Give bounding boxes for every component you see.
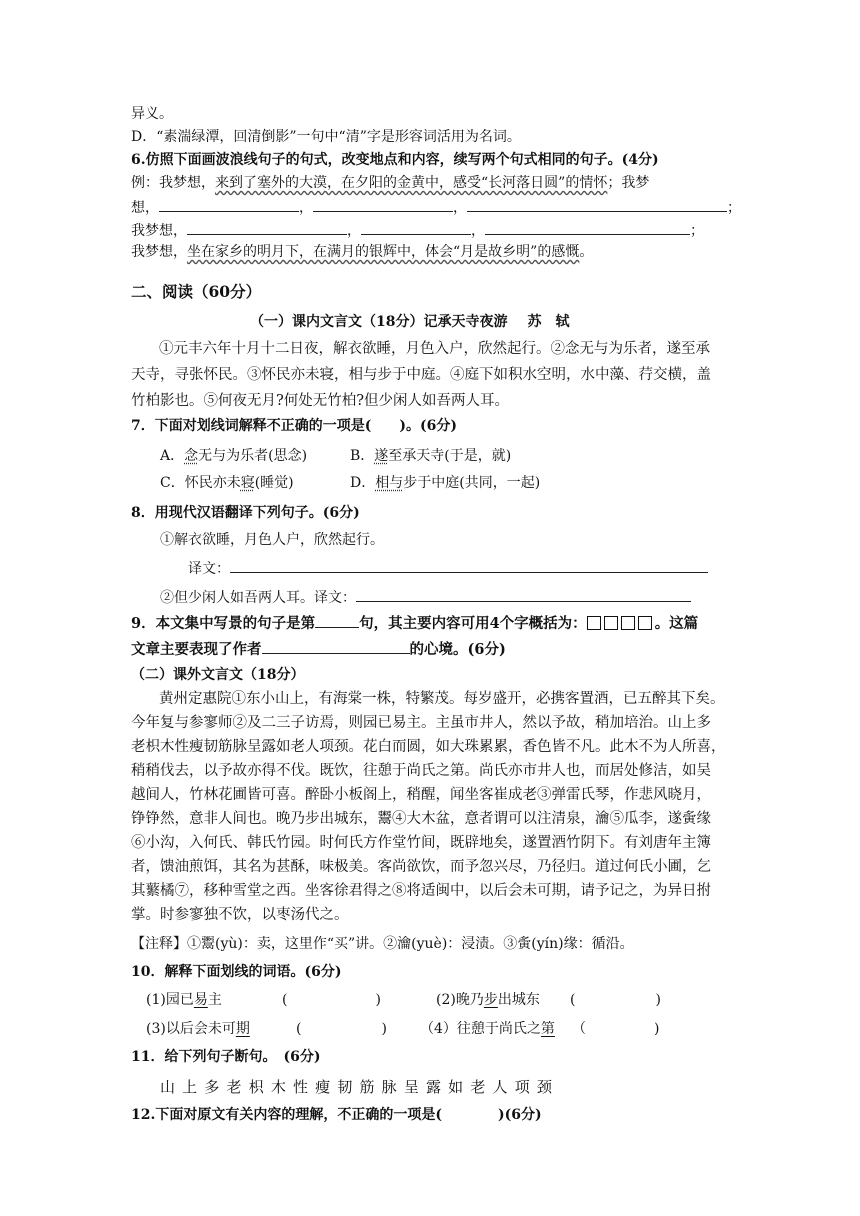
q6-answer-blank-4[interactable]	[187, 219, 347, 235]
passage-1-line-1: ①元丰六年十月十二日夜，解衣欲睡，月色入户，欣然起行。②念无与为乐者，遂至承	[159, 341, 710, 357]
q10-item-2	[436, 990, 540, 1010]
q6-answer-blank-5[interactable]	[361, 219, 471, 235]
q11-sentence: 山 上 多 老 枳 木 性 瘦 韧 筋 脉 呈 露 如 老 人 项 颈	[160, 1078, 554, 1096]
q6-semicolon: ；	[727, 200, 741, 216]
q6-answer-blank-3[interactable]	[467, 196, 727, 212]
passage-2-line-3: 老枳木性瘦韧筋脉呈露如老人项颈。花白而圆，如大珠累累，香色皆不凡。此木不为人所喜，	[131, 739, 726, 755]
q6-line-2	[131, 196, 741, 218]
q9-text-4: 文章主要表现了作者	[131, 641, 262, 658]
passage-2-heading: （二）课外文言文（18分）	[131, 667, 305, 683]
passage-2-line-7: ⑥小沟，入何氏、韩氏竹园。时何氏方作堂竹间，既辟地矣，遂置酒竹阴下。有刘唐年主簿	[131, 835, 711, 851]
q10-item-4	[420, 1019, 555, 1039]
q6-comma: ，	[453, 200, 467, 216]
q6-comma: ，	[299, 200, 313, 216]
q10-item-1-word: 易	[193, 992, 208, 1008]
q6-line3-lead: 我梦想，	[131, 223, 187, 239]
q6-comma: ，	[471, 223, 485, 239]
q9-text-1: 9．本文集中写景的句子是第	[131, 615, 316, 632]
q6-title: 6.仿照下面画波浪线句子的句式，改变地点和内容，续写两个句式相同的句子。(4分)	[131, 152, 659, 168]
q10-answer-3[interactable]	[296, 1019, 387, 1039]
q6-line4-lead: 我梦想，	[131, 244, 187, 260]
q7-a-text: 无与为乐者(思念)	[198, 448, 308, 464]
q7-d-text: 步于中庭(共同，一起)	[403, 475, 541, 491]
q9-char-box-2[interactable]	[604, 616, 618, 630]
q9-text-3: 。这篇	[654, 615, 699, 632]
q10-item-2-tail: 出城东	[497, 992, 540, 1008]
option-d-line: D．“素湍绿潭，回清倒影”一句中“清”字是形容词活用为名词。	[131, 129, 521, 145]
paren-right: )	[375, 992, 381, 1008]
q6-comma: ，	[347, 223, 361, 239]
q11-title: 11．给下列句子断句。 (6分)	[131, 1049, 321, 1065]
passage-2-line-9: 其蘩橘⑦，移种雪堂之西。坐客徐君得之⑧将适闽中，以后会未可期，请予记之，为异日拊	[131, 883, 711, 899]
q6-example-lead: 例：我梦想，	[131, 175, 215, 191]
q10-item-2-text: (2)晚乃	[436, 992, 484, 1008]
q6-line-3	[131, 219, 704, 241]
q7-d-word: 相与	[375, 475, 404, 491]
q9-line-1	[131, 612, 698, 634]
top-line-1: 异义。	[131, 106, 173, 122]
q7-c-text: (睡觉)	[254, 475, 294, 491]
q8-title: 8．用现代汉语翻译下列句子。(6分)	[131, 505, 360, 521]
paren-right: )	[381, 1021, 387, 1037]
q7-title: 7．下面对划线词解释不正确的一项是( )。(6分)	[131, 418, 457, 434]
q9-char-box-1[interactable]	[587, 616, 601, 630]
q10-item-3	[146, 1019, 250, 1039]
q6-answer-blank-6[interactable]	[485, 219, 690, 235]
paren-right: )	[655, 992, 661, 1008]
q10-item-3-word: 期	[235, 1021, 250, 1037]
q7-a-label: A．	[160, 448, 185, 464]
q8-translation-1	[188, 557, 708, 579]
q9-sentence-number-blank[interactable]	[315, 612, 359, 628]
q8-translation-label: 译文：	[188, 561, 230, 577]
passage-2-line-1: 黄州定惠院①东小山上，有海棠一株，特繁茂。每岁盛开，必携客置酒，已五醉其下矣。	[159, 691, 725, 707]
q12-title: 12.下面对原文有关内容的理解，不正确的一项是( )(6分)	[131, 1107, 542, 1123]
q10-item-4-word: 第	[540, 1021, 555, 1037]
q10-item-2-word: 步	[483, 992, 498, 1008]
q6-answer-blank-1[interactable]	[159, 196, 299, 212]
passage-2-notes: 【注释】①鬻(yù)：卖，这里作“买”讲。②瀹(yuè)：浸渍。③夤(yín)缘：循沿。	[131, 936, 634, 952]
paren-left: (	[570, 992, 576, 1008]
paren-left: (	[296, 1021, 302, 1037]
q7-option-a[interactable]	[160, 446, 307, 466]
passage-1-author: 苏 轼	[527, 314, 570, 330]
q7-b-label: B．	[350, 448, 375, 464]
q10-item-1-tail: 主	[207, 992, 222, 1008]
q6-line2-lead: 想，	[131, 200, 159, 216]
q7-d-label: D．	[350, 475, 376, 491]
q10-answer-4[interactable]	[572, 1019, 659, 1039]
q7-option-b[interactable]	[350, 446, 511, 466]
q8-translation-1-blank[interactable]	[230, 557, 708, 573]
paren-left: （	[572, 1021, 586, 1037]
passage-1-title: （一）课内文言文（18分）记承天寺夜游	[250, 314, 508, 330]
q6-answer-blank-2[interactable]	[313, 196, 453, 212]
q7-a-word: 念	[184, 448, 199, 464]
q6-example	[131, 173, 649, 193]
q8-sentence-1: ①解衣欲睡，月色人户，欣然起行。	[160, 532, 384, 548]
passage-1-heading	[250, 312, 569, 332]
q9-mood-blank[interactable]	[262, 638, 410, 654]
passage-1-line-3: 竹柏影也。⑤何夜无月?何处无竹柏?但少闲人如吾两人耳。	[131, 393, 510, 409]
q10-title: 10．解释下面划线的词语。(6分)	[131, 964, 342, 980]
q7-b-text: 至承天寺(于是，就)	[388, 448, 512, 464]
q6-example-wavy-sentence: 来到了塞外的大漠，在夕阳的金黄中，感受“长河落日圆”的情怀	[215, 175, 608, 191]
passage-2-line-5: 越间人，竹林花圃皆可喜。醉卧小板阁上，稍醒，闻坐客崔成老③弹雷氏琴，作悲风晓月，	[131, 787, 711, 803]
q8-translation-2-blank[interactable]	[356, 586, 691, 602]
q9-text-2: 句，其主要内容可用4个字概括为：	[359, 615, 587, 632]
section-2-heading: 二、阅读（60分）	[131, 282, 262, 301]
q8-sentence-2-text: ②但少闲人如吾两人耳。译文：	[160, 590, 356, 606]
passage-2-line-10: 掌。时参寥独不饮，以枣汤代之。	[131, 907, 349, 923]
q9-char-box-4[interactable]	[638, 616, 652, 630]
q8-sentence-2	[160, 586, 691, 608]
paren-right: )	[654, 1021, 660, 1037]
q7-b-word: 遂	[374, 448, 389, 464]
q10-item-1-text: (1)园已	[146, 992, 194, 1008]
q10-answer-1[interactable]	[282, 990, 381, 1010]
q7-option-c[interactable]	[160, 473, 294, 493]
passage-2-line-2: 今年复与参寥师②及二三子访焉，则园已易主。主虽市井人，然以予故，稍加培治。山上多	[131, 715, 711, 731]
q6-example-tail: ；我梦	[607, 175, 650, 191]
q7-option-d[interactable]	[350, 473, 540, 493]
q6-wavy-sentence: 坐在家乡的明月下，在满月的银辉中，体会“月是故乡明”的感慨	[187, 244, 580, 260]
paren-left: (	[282, 992, 288, 1008]
q10-item-1	[146, 990, 222, 1010]
passage-1-line-2: 天寺，寻张怀民。③怀民亦未寝，相与步于中庭。④庭下如积水空明，水中藻、荇交横，盖	[131, 367, 711, 383]
q10-answer-2[interactable]	[570, 990, 661, 1010]
q10-item-3-text: (3)以后会未可	[146, 1021, 236, 1037]
q7-c-word: 寝	[240, 475, 255, 491]
passage-2-line-6: 铮铮然，意非人间也。晚乃步出城东，鬻④大木盆，意者谓可以注清泉，瀹⑤瓜李，遂夤缘	[131, 811, 711, 827]
q7-c-label: C．怀民亦未	[160, 475, 241, 491]
passage-2-line-8: 者，馈油煎饵，其名为甚酥，味极美。客尚欲饮，而予忽兴尽，乃径归。道过何氏小圃，乞	[131, 859, 711, 875]
q6-line-4	[131, 242, 593, 262]
q10-item-4-text: （4）往憩于尚氏之	[420, 1021, 541, 1037]
q6-line4-tail: 。	[579, 244, 594, 260]
passage-2-line-4: 稍稍伐去，以予故亦得不伐。既饮，往憩于尚氏之第。尚氏亦市井人也，而居处修洁，如吴	[131, 763, 711, 779]
q9-line-2	[131, 638, 506, 660]
q9-char-box-3[interactable]	[621, 616, 635, 630]
q6-semicolon: ；	[690, 223, 704, 239]
q9-text-5: 的心境。(6分)	[409, 641, 506, 658]
